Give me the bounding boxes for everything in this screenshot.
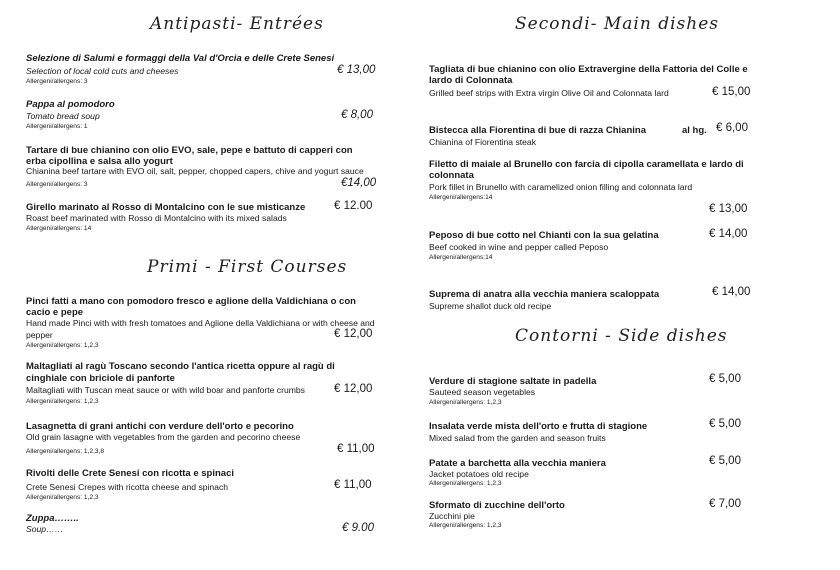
contorno-desc: Jacket potatoes old recipe [429,469,529,479]
secondo-title-line2: colonnata [429,170,474,181]
antipasto-desc: Tomato bread soup [26,111,100,121]
primo-desc-line1: Hand made Pinci with with fresh tomatoes and Aglione della Valdichiana or with cheese and [26,318,375,328]
primo-title-line2: cacio e pepe [26,307,84,318]
antipasto-desc: Chianina beef tartare with EVO oil, salt, pepper, chopped capers, chive and yogurt sauce [26,166,364,176]
antipasto-allergens: Allergeni/allergens: 14 [26,225,92,232]
antipasto-allergens: Allergeni/allergens: 3 [26,78,88,85]
antipasto-desc: Selection of local cold cuts and cheeses [26,66,179,76]
antipasto-title-line2: erba cipollina e salsa allo yogurt [26,156,173,167]
primo-title-line1: Maltagliati al ragù Toscano secondo l'antica ricetta oppure al ragù di [26,361,335,372]
antipasto-price: € 12.00 [334,200,373,212]
antipasti-heading: Antipasti- Entrées [150,14,324,34]
secondo-desc: Chianina of Fiorentina steak [429,137,537,147]
secondo-desc: Pork fillet in Brunello with caramelized onion filling and colonnata lard [429,182,693,192]
primo-desc: Maltagliati with Tuscan meat sauce or with wild boar and panforte crumbs [26,385,305,395]
primo-allergens: Allergeni/allergens: 1,2,3 [26,342,99,349]
antipasto-price: € 13,00 [337,64,376,76]
antipasto-title: Selezione di Salumi e formaggi della Val d'Orcia e delle Crete Senesi [26,53,335,64]
primo-allergens: Allergeni/allergens: 1,2,3 [26,398,99,405]
secondo-allergens: Allergeni/allergens:14 [429,254,493,261]
contorno-price: € 5,00 [709,373,741,385]
secondo-desc: Supreme shallot duck old recipe [429,301,552,311]
primo-price: € 9.00 [342,522,374,534]
secondo-price: € 13,00 [709,203,748,215]
antipasto-title-line1: Tartare di bue chianino con olio EVO, sale, pepe e battuto di capperi con [26,145,353,156]
primo-title: Lasagnetta di grani antichi con verdure dell'orto e pecorino [26,421,294,432]
antipasto-price: €14,00 [341,177,377,189]
primo-price: € 12,00 [334,383,373,395]
secondo-title: Bistecca alla Fiorentina di bue di razza Chianina [429,125,646,136]
secondo-price: € 6,00 [716,122,748,134]
secondo-title-line1: Tagliata di bue chianino con olio Extravergine della Fattoria del Colle e [429,64,748,75]
primo-desc: Old grain lasagne with vegetables from the garden and pecorino cheese [26,432,301,442]
contorno-price: € 5,00 [709,418,741,430]
contorno-desc: Zucchini pie [429,511,475,521]
primi-heading: Primi - First Courses [147,257,348,277]
antipasto-allergens: Allergeni/allergens: 3 [26,181,88,188]
contorno-title: Patate a barchetta alla vecchia maniera [429,458,606,469]
secondo-title-line2: lardo di Colonnata [429,75,513,86]
primo-allergens: Allergeni/allergens: 1,2,3,8 [26,448,105,455]
secondo-price: € 14,00 [712,286,751,298]
primo-title: Rivolti delle Crete Senesi con ricotta e spinaci [26,468,235,479]
contorno-desc: Mixed salad from the garden and season fruits [429,433,606,443]
contorno-desc: Sauteed season vegetables [429,387,536,397]
primo-title: Zuppa…….. [26,513,79,524]
contorno-title: Verdure di stagione saltate in padella [429,376,597,387]
secondo-title: Suprema di anatra alla vecchia maniera scaloppata [429,289,660,300]
contorno-allergens: Allergeni/allergens: 1,2,3 [429,480,502,487]
primo-title-line1: Pinci fatti a mano con pomodoro fresco e aglione della Valdichiana o con [26,296,356,307]
primo-desc-line2: pepper [26,330,53,340]
secondo-desc: Beef cooked in wine and pepper called Peposo [429,242,609,252]
secondi-heading: Secondi- Main dishes [515,14,719,34]
contorno-allergens: Allergeni/allergens: 1,2,3 [429,399,502,406]
secondo-price: € 14,00 [709,228,748,240]
secondo-title-line1: Filetto di maiale al Brunello con farcia di cipolla caramellata e lardo di [429,159,744,170]
primo-desc: Crete Senesi Crepes with ricotta cheese and spinach [26,482,229,492]
secondo-allergens: Allergeni/allergens:14 [429,194,493,201]
contorno-title: Sformato di zucchine dell'orto [429,500,565,511]
antipasto-allergens: Allergeni/allergens: 1 [26,123,88,130]
primo-price: € 11,00 [337,443,375,455]
contorno-allergens: Allergeni/allergens: 1,2,3 [429,522,502,529]
antipasto-title: Girello marinato al Rosso di Montalcino con le sue misticanze [26,202,306,213]
secondo-price: € 15,00 [712,86,751,98]
primo-desc: Soup…… [26,524,64,534]
antipasto-title: Pappa al pomodoro [26,99,115,110]
contorni-heading: Contorni - Side dishes [515,326,728,346]
antipasto-desc: Roast beef marinated with Rosso di Montalcino with its mixed salads [26,213,287,223]
contorno-price: € 7,00 [709,498,741,510]
primo-title-line2: cinghiale con briciole di panforte [26,373,175,384]
secondo-unit: al hg. [682,125,707,136]
primo-price: € 11,00 [334,479,372,491]
secondo-title: Peposo di bue cotto nel Chianti con la sua gelatina [429,230,659,241]
contorno-title: Insalata verde mista dell'orto e frutta di stagione [429,421,648,432]
antipasto-price: € 8,00 [341,109,373,121]
primo-allergens: Allergeni/allergens: 1,2,3 [26,494,99,501]
contorno-price: € 5,00 [709,455,741,467]
secondo-desc: Grilled beef strips with Extra virgin Olive Oil and Colonnata lard [429,88,669,98]
primo-price: € 12,00 [334,328,373,340]
